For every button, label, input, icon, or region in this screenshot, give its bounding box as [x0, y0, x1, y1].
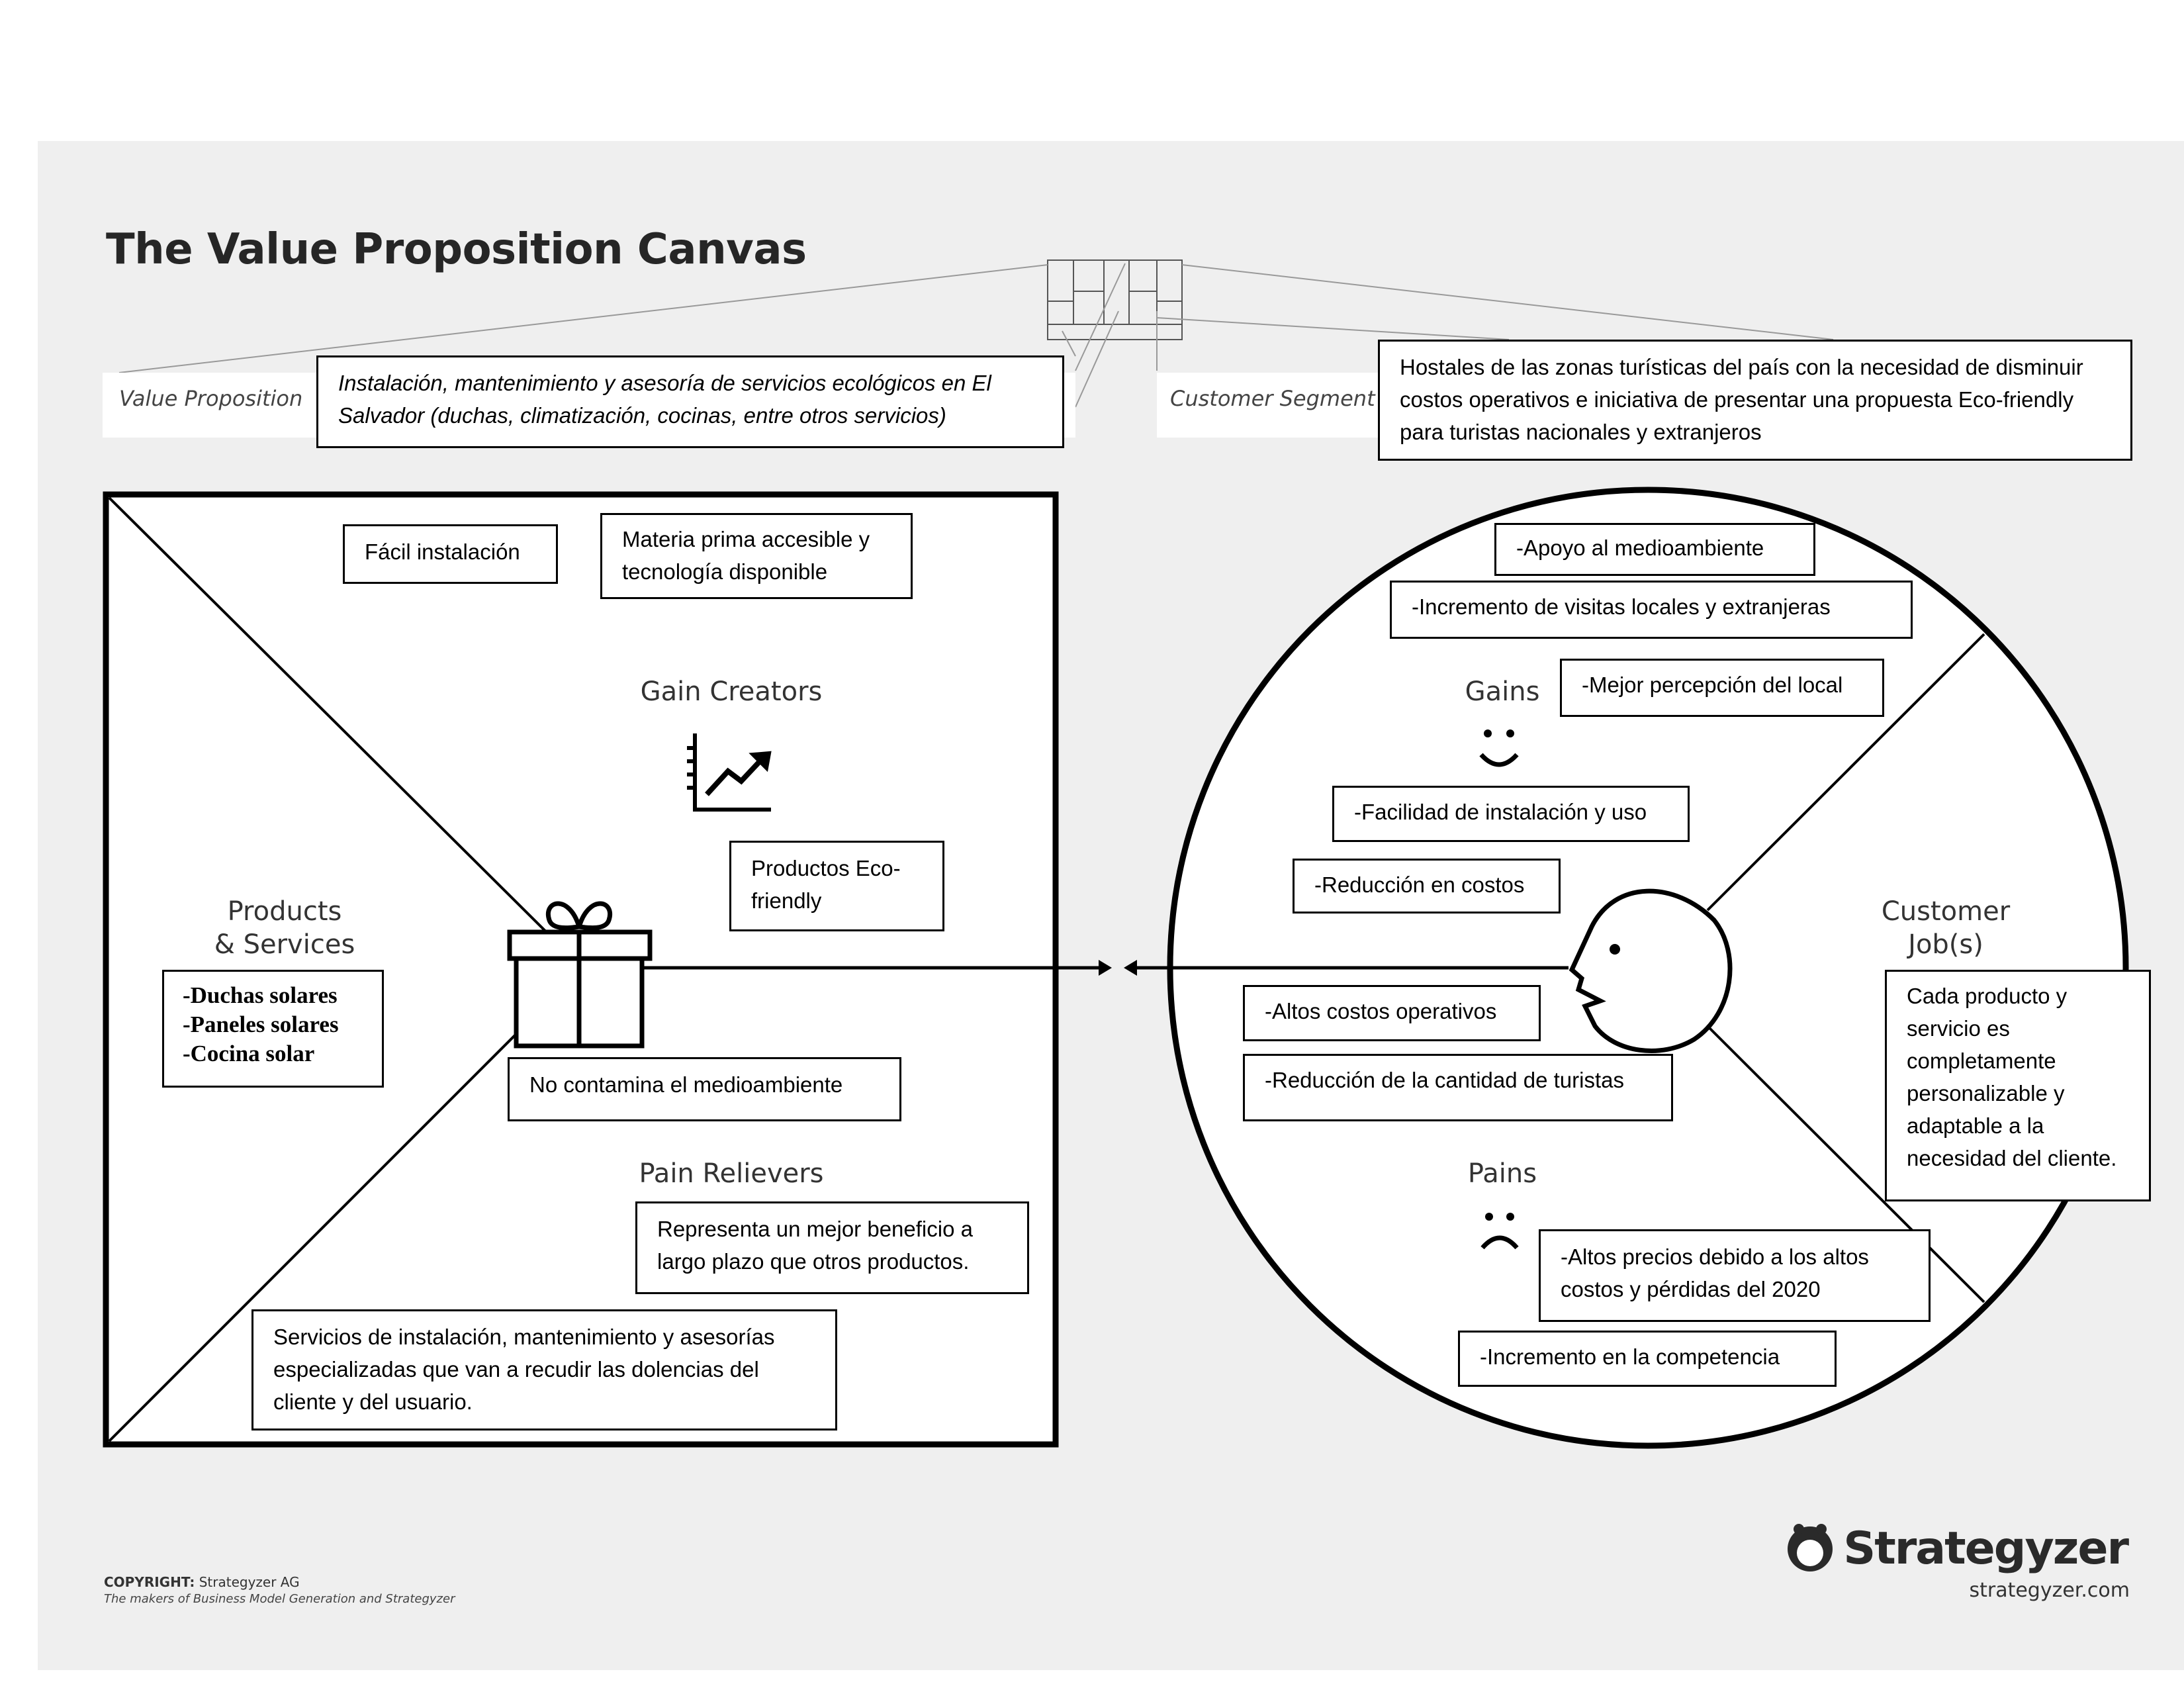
- product-item: -Cocina solar: [183, 1041, 315, 1066]
- copyright: [104, 1574, 300, 1590]
- pain-reliever-item: No contamina el medioambiente: [508, 1057, 901, 1121]
- strategyzer-logo-icon: [1788, 1524, 1833, 1571]
- gain-creators-label: Gain Creators: [640, 677, 823, 707]
- gain-item: -Facilidad de instalación y uso: [1332, 786, 1690, 842]
- pain-relievers-label: Pain Relievers: [639, 1158, 824, 1189]
- gain-creator-item: Materia prima accesible y tecnología disponible: [600, 513, 913, 599]
- product-item: -Duchas solares: [183, 982, 338, 1008]
- pain-item: -Incremento en la competencia: [1458, 1331, 1837, 1387]
- page-title: The Value Proposition Canvas: [106, 225, 807, 274]
- customer-job-item: Cada producto y servicio es completamente personalizable y adaptable a la necesidad del cliente.: [1885, 970, 2151, 1201]
- gain-creator-item: Fácil instalación: [343, 524, 558, 584]
- gain-item: -Reducción en costos: [1293, 859, 1561, 914]
- gains-label: Gains: [1465, 677, 1540, 707]
- customer-segment-box: Hostales de las zonas turísticas del país con la necesidad de disminuir costos operativos e iniciativa de presentar una propuesta Eco-friendly para turistas nacionales y extranjeros: [1378, 340, 2132, 461]
- value-proposition-label: Value Proposition: [119, 386, 303, 411]
- gain-creator-item: Productos Eco-friendly: [729, 841, 944, 931]
- gain-item: -Mejor percepción del local: [1560, 659, 1884, 717]
- value-proposition-box: Instalación, mantenimiento y asesoría de servicios ecológicos en El Salvador (duchas, climatización, cocinas, entre otros servicios): [316, 355, 1064, 448]
- makers-text: The makers of Business Model Generation and Strategyzer: [104, 1592, 455, 1606]
- pain-item: -Altos precios debido a los altos costos y pérdidas del 2020: [1539, 1229, 1931, 1322]
- customer-jobs-label: Customer Job(s): [1881, 896, 2011, 960]
- canvas-mini-icon: [1048, 260, 1182, 340]
- products-services-label: Products & Services: [214, 896, 355, 960]
- pains-label: Pains: [1467, 1158, 1537, 1189]
- pain-reliever-item: Representa un mejor beneficio a largo plazo que otros productos.: [635, 1201, 1029, 1294]
- gain-item: -Incremento de visitas locales y extranjeras: [1390, 581, 1913, 639]
- customer-segment-label: Customer Segment: [1170, 386, 1375, 411]
- strategyzer-logo-text: Strategyzer: [1843, 1523, 2128, 1575]
- pain-item: -Altos costos operativos: [1243, 985, 1541, 1041]
- pain-reliever-item: Servicios de instalación, mantenimiento y asesorías especializadas que van a recudir las dolencias del cliente y del usuario.: [251, 1309, 837, 1430]
- copyright-holder: Strategyzer AG: [199, 1574, 300, 1590]
- copyright-label: COPYRIGHT:: [104, 1574, 195, 1590]
- strategyzer-url[interactable]: strategyzer.com: [1969, 1579, 2130, 1602]
- pain-item: -Reducción de la cantidad de turistas: [1243, 1054, 1673, 1121]
- products-services-list: [162, 970, 384, 1088]
- gain-item: -Apoyo al medioambiente: [1494, 523, 1815, 576]
- product-item: -Paneles solares: [183, 1011, 339, 1037]
